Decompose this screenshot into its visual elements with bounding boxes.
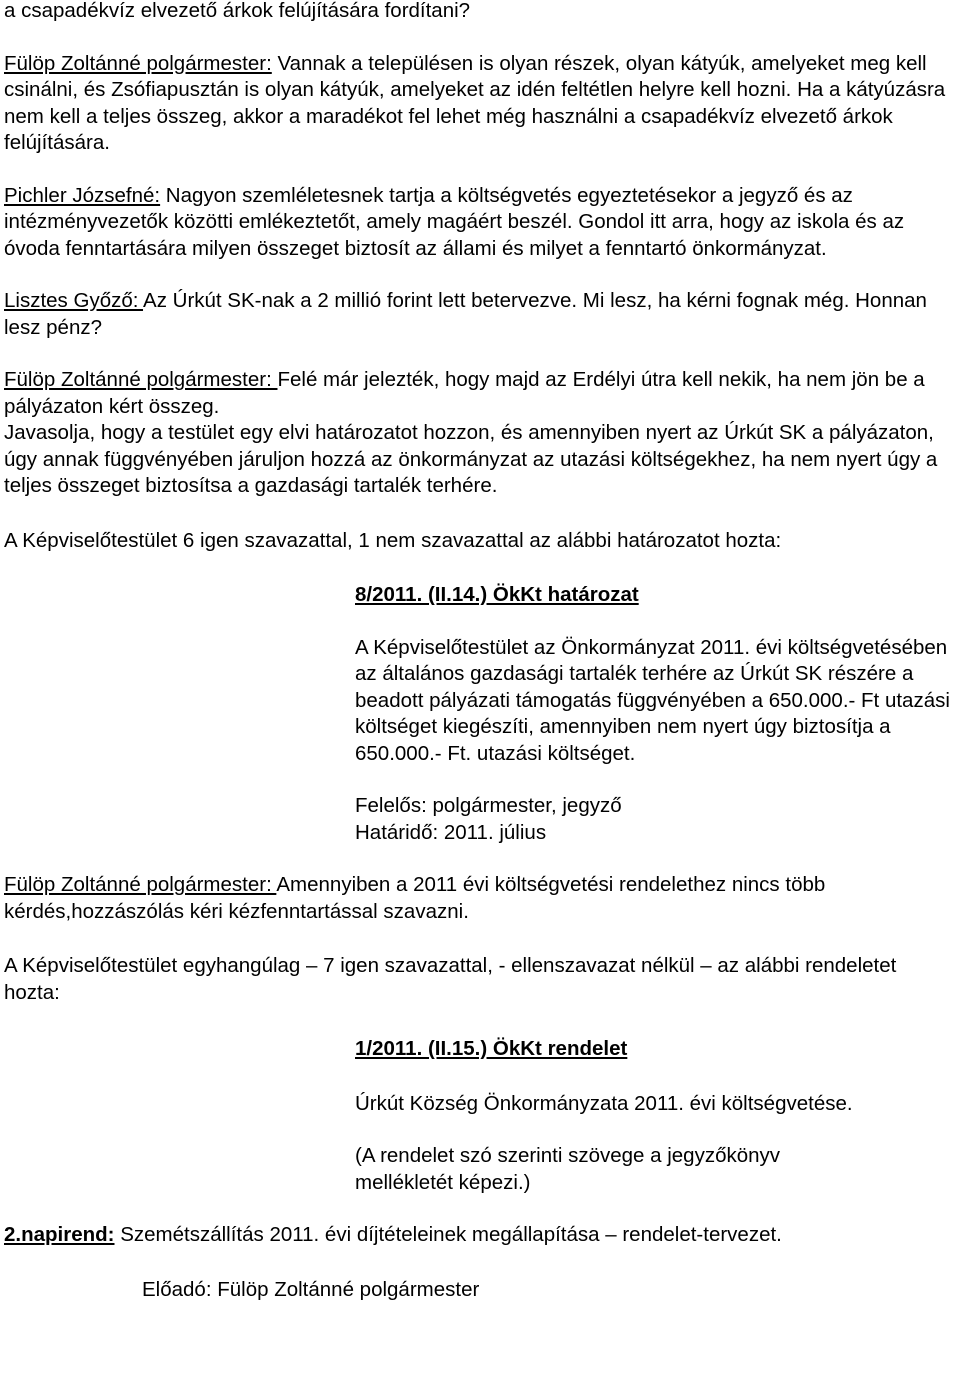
- speech-text: Nagyon szemléletesnek tartja a költségvetés egyeztetésekor a jegyző és az intézményvezetők közötti emlékeztetőt, amely magáért beszél. Gondol itt arra, hogy az iskola és az óvoda fenntartására milyen összeget biztosít az állami és milyet a fenntartó önkormányzat.: [4, 183, 905, 260]
- resolution-body: A Képviselőtestület az Önkormányzat 2011. évi költségvetésében az általános gazdasági tartalék terhére az Úrkút SK részére a beadott pályázati támogatás függvényében a 650.000.- Ft utazási költséget kiegészíti, amennyiben nem nyert úgy biztosítja a 650.000.- Ft. utazási költséget.: [355, 635, 950, 765]
- paragraph-mayor-1: [4, 51, 960, 157]
- speech-text: Amennyiben a 2011 évi költségvetési rendelethez nincs több kérdés,hozzászólás kéri kézfenntartással szavazni.: [4, 873, 826, 923]
- vote-result-1: A Képviselőtestület 6 igen szavazattal, 1 nem szavazattal az alábbi határozatot hozta:: [4, 528, 782, 552]
- speaker-name: Pichler Józsefné:: [4, 183, 161, 207]
- agenda-presenter: Előadó: Fülöp Zoltánné polgármester: [142, 1277, 480, 1301]
- agenda-item: [4, 1222, 960, 1249]
- minutes-page: [4, 0, 960, 1303]
- agenda-label: 2.napirend:: [4, 1223, 115, 1246]
- vote-result-2: A Képviselőtestület egyhangúlag – 7 igen szavazattal, - ellenszavazat nélkül – az alábbi rendeletet hozta:: [4, 954, 897, 1004]
- resolution-responsible: Felelős: polgármester, jegyző: [355, 794, 622, 817]
- speaker-name: Fülöp Zoltánné polgármester:: [4, 51, 272, 75]
- decree-title: 1/2011. (II.15.) ÖkKt rendelet: [355, 1037, 628, 1060]
- decree-note: (A rendelet szó szerinti szövege a jegyzőkönyv mellékletét képezi.): [355, 1144, 781, 1194]
- paragraph-pichler: [4, 183, 960, 263]
- decree-subject: Úrkút Község Önkormányzata 2011. évi költségvetése.: [355, 1091, 853, 1115]
- resolution-title: 8/2011. (II.14.) ÖkKt határozat: [355, 583, 639, 606]
- paragraph-proposal: Javasolja, hogy a testület egy elvi határozatot hozzon, és amennyiben nyert az Úrkút SK a pályázaton, úgy annak függvényében járuljon hozzá az önkormányzat az utazási költségekhez, ha nem nyert úgy a teljes összeget biztosítsa a gazdasági tartalék terhére.: [4, 421, 938, 497]
- speech-text: Az Úrkút SK-nak a 2 millió forint lett betervezve. Mi lesz, ha kérni fognak még. Honnan lesz pénz?: [4, 289, 927, 339]
- paragraph-lisztes: [4, 288, 934, 341]
- speaker-name: Fülöp Zoltánné polgármester:: [4, 873, 277, 896]
- speech-text: Felé már jelezték, hogy majd az Erdélyi útra kell nekik, ha nem jön be a pályázaton kért összeg.: [4, 368, 925, 418]
- carryover-line: a csapadékvíz elvezető árkok felújítására fordítani?: [4, 0, 471, 22]
- speaker-name: Lisztes Győző:: [4, 289, 144, 312]
- speech-text: Vannak a településen is olyan részek, olyan kátyúk, amelyeket meg kell csinálni, és Zsófiapusztán is olyan kátyúk, amelyeket az idén feltétlen helyre kell hozni. Ha a kátyúzásra nem kell a teljes összeg, akkor a maradékot fel lehet még használni a csapadékvíz elvezető árkok felújítására.: [4, 51, 946, 154]
- paragraph-mayor-2: [4, 367, 960, 420]
- paragraph-mayor-3: [4, 872, 960, 925]
- resolution-deadline: Határidő: 2011. július: [355, 820, 547, 844]
- agenda-text: Szemétszállítás 2011. évi díjtételeinek megállapítása – rendelet-tervezet.: [114, 1223, 782, 1246]
- speaker-name: Fülöp Zoltánné polgármester:: [4, 368, 278, 391]
